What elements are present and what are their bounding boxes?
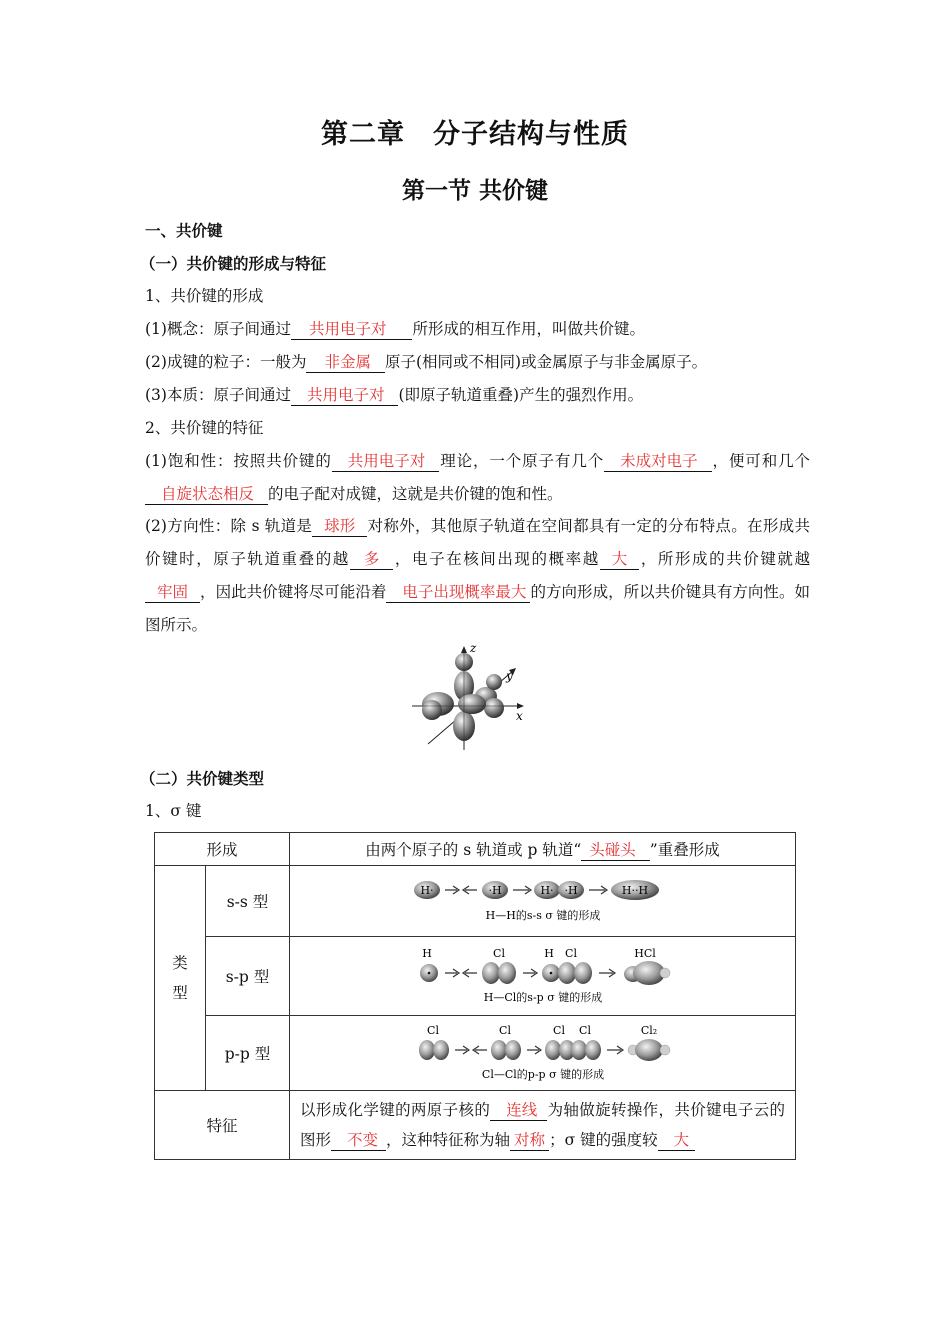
particles-line [145, 346, 810, 379]
answer-blank: 未成对电子 [604, 451, 712, 472]
section-title: 第一节 共价键 [401, 177, 548, 204]
saturation-text: ，便可和几个 [711, 452, 810, 470]
pp-caption: Cl—Cl的p-p σ 键的形成 [481, 1068, 604, 1081]
answer-blank: 大 [600, 549, 640, 570]
essence-text: (3)本质：原子间通过 [145, 386, 291, 404]
cl-lobe [433, 1040, 449, 1060]
pp-label: p-p 型 [224, 1045, 271, 1063]
type-label-top: 类 [172, 954, 188, 972]
sp-label: s-p 型 [225, 968, 270, 986]
cl-lobe-left [558, 962, 576, 984]
feature-label-cell [155, 1091, 290, 1160]
arrow-right-icon [607, 1046, 623, 1054]
directionality-text: ，所形成的共价键就越 [639, 550, 810, 568]
ss-atom-label: H· [539, 884, 554, 897]
arrow-right-icon [589, 886, 607, 894]
answer-blank: 对称 [510, 1130, 549, 1151]
pp-atom-label: Cl [498, 1024, 511, 1037]
sp-figure-cell [290, 937, 796, 1016]
directionality-text: 对称外，其他原子轨道在空间都具有一定的分布特点。在形成共价键时，原子轨道重叠的越 [145, 517, 810, 568]
answer-blank: 多 [350, 549, 394, 570]
answer-blank: 电子出现概率最大 [386, 582, 530, 603]
pp-figure-cell [290, 1016, 796, 1091]
feature-cell [290, 1091, 796, 1160]
answer-blank: 共用电子对 [291, 385, 399, 406]
ss-label-cell [206, 866, 290, 937]
answer-blank: 连线 [490, 1100, 547, 1121]
heading-formation-features: （一）共价键的形成与特征 [140, 254, 327, 273]
heading-bond-types: （二）共价键类型 [140, 769, 265, 788]
concept-text: (1)概念：原子间通过 [145, 320, 291, 338]
answer-blank: 球形 [312, 516, 367, 537]
x-axis-label: x [516, 709, 523, 723]
pp-molecule-label: Cl₂ [640, 1024, 657, 1037]
hcl-h-end [660, 968, 670, 978]
directionality-text: ，电子在核间出现的概率越 [393, 550, 600, 568]
directionality-text: ，因此共价键将尽可能沿着 [200, 583, 387, 601]
sp-atom-label: Cl [492, 947, 505, 960]
form-desc-text: 由两个原子的 s 轨道或 p 轨道“ [365, 840, 582, 859]
ss-molecule-label: H··H [621, 884, 648, 897]
pp-atom-label: Cl [426, 1024, 439, 1037]
particles-text-end: 原子(相同或不相同)或金属原子与非金属原子。 [384, 353, 708, 371]
pp-bond-figure [413, 1022, 673, 1084]
cl-lobe-left [482, 962, 500, 984]
cl-lobe [571, 1040, 587, 1060]
arrow-right-icon [455, 1046, 469, 1054]
concept-line [145, 313, 810, 346]
form-desc-text-end: ”重叠形成 [649, 840, 720, 859]
cl-lobe [505, 1040, 521, 1060]
ss-atom-label: ·H [563, 884, 578, 897]
subheading-features: 2、共价键的特征 [145, 419, 264, 437]
ss-atom-label: H· [419, 884, 434, 897]
ss-atom-label: ·H [487, 884, 502, 897]
ss-bond-figure [413, 876, 673, 926]
arrow-left-icon [473, 1046, 487, 1054]
directionality-paragraph [145, 510, 810, 642]
arrow-right-icon [513, 886, 531, 894]
sp-atom-label: H [421, 947, 432, 960]
cl-lobe [491, 1040, 507, 1060]
sp-atom-label: Cl [564, 947, 577, 960]
orbital-directionality-figure [408, 640, 538, 752]
arrow-right-icon [445, 886, 459, 894]
form-label-cell [155, 833, 290, 866]
chapter-title: 第二章 分子结构与性质 [321, 119, 629, 150]
feature-text: ；σ 键的强度较 [549, 1131, 658, 1149]
heading-covalent-bond: 一、共价键 [145, 221, 223, 240]
pp-atom-label: Cl [552, 1024, 565, 1037]
arrow-right-icon [523, 969, 537, 977]
answer-blank: 共用电子对 [332, 451, 440, 472]
sp-atom-label: H [543, 947, 554, 960]
feature-text: ，这种特征称为轴 [386, 1131, 511, 1149]
form-label: 形成 [206, 841, 238, 859]
subheading-sigma-bond: 1、σ 键 [145, 802, 202, 820]
pp-label-cell [206, 1016, 290, 1091]
y-axis-label: y [506, 669, 513, 683]
sp-caption: H—Cl的s-p σ 键的形成 [483, 991, 602, 1004]
z-axis-label: z [470, 641, 477, 655]
pp-atom-label: Cl [578, 1024, 591, 1037]
ss-caption: H—H的s-s σ 键的形成 [485, 909, 600, 922]
particles-text: (2)成键的粒子：一般为 [145, 353, 307, 371]
ss-label: s-s 型 [226, 893, 269, 911]
sigma-bond-table [154, 832, 796, 1160]
form-desc-cell [290, 833, 796, 866]
answer-blank: 头碰头 [581, 840, 650, 861]
cl-lobe [585, 1040, 601, 1060]
sp-molecule-label: HCl [633, 947, 656, 960]
feature-label: 特征 [206, 1117, 238, 1135]
cl2-molecule [635, 1039, 663, 1061]
answer-blank: 非金属 [306, 352, 385, 373]
type-label-bottom: 型 [172, 984, 188, 1002]
subheading-formation: 1、共价键的形成 [145, 287, 264, 305]
cl2-end-right [660, 1045, 670, 1055]
arrow-left-icon [463, 886, 477, 894]
saturation-text: 理论，一个原子有几个 [439, 452, 605, 470]
cl-lobe-right [498, 962, 516, 984]
arrow-right-icon [527, 1046, 541, 1054]
ss-figure-cell [290, 866, 796, 937]
sp-bond-figure [413, 945, 673, 1007]
concept-text-end: 所形成的相互作用，叫做共价键。 [412, 320, 645, 338]
answer-blank: 不变 [331, 1130, 386, 1151]
arrow-right-icon [599, 969, 615, 977]
directionality-text: (2)方向性：除 s 轨道是 [145, 517, 313, 535]
answer-blank: 自旋状态相反 [145, 484, 268, 505]
cl-lobe-right [574, 962, 592, 984]
essence-text-end: (即原子轨道重叠)产生的强烈作用。 [398, 386, 644, 404]
sp-label-cell [206, 937, 290, 1016]
answer-blank: 共用电子对 [291, 319, 413, 340]
saturation-text: 的电子配对成键，这就是共价键的饱和性。 [268, 485, 563, 503]
cl-lobe [419, 1040, 435, 1060]
feature-text: 为轴做旋转操作，共价键电子云的图形 [300, 1101, 785, 1149]
essence-line [145, 379, 810, 412]
saturation-text: (1)饱和性：按照共价键的 [145, 452, 332, 470]
cl-lobe [545, 1040, 561, 1060]
feature-text: 以形成化学键的两原子核的 [300, 1101, 491, 1119]
directionality-text: 的方向形成，所以共价键具有方向性。如图所示。 [145, 583, 810, 634]
arrow-right-icon [445, 969, 459, 977]
answer-blank: 大 [658, 1130, 696, 1151]
type-label-cell [155, 866, 206, 1091]
arrow-left-icon [463, 969, 477, 977]
answer-blank: 牢固 [145, 582, 200, 603]
saturation-paragraph [145, 445, 810, 511]
